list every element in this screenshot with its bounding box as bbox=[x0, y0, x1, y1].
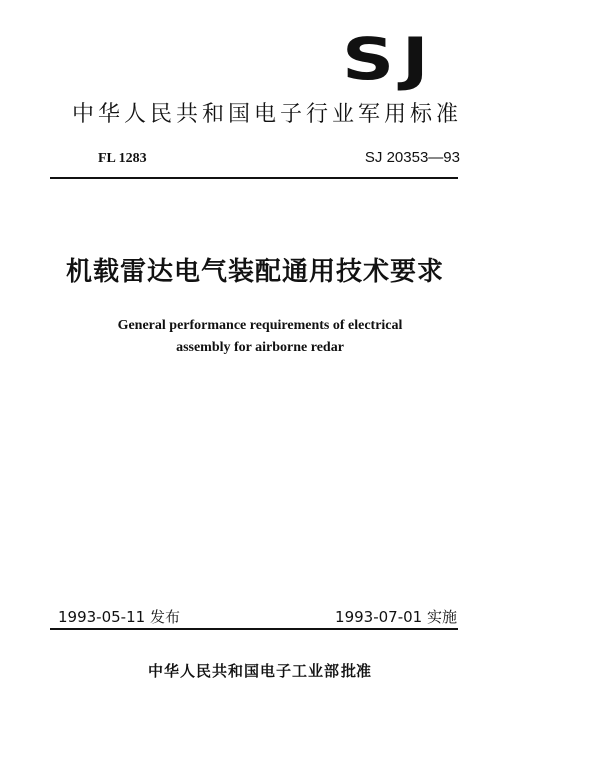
document-title-english bbox=[110, 315, 410, 359]
document-title-chinese: 机载雷达电气装配通用技术要求 bbox=[66, 257, 445, 287]
english-title-line-1: General performance requirements of electrical bbox=[117, 318, 403, 333]
approving-authority: 中华人民共和国电子工业部 bbox=[148, 662, 341, 680]
sj-logo: SJ bbox=[342, 25, 437, 93]
industry-standard-heading: 中华人民共和国电子行业军用标准 bbox=[72, 102, 463, 127]
bottom-divider bbox=[50, 628, 458, 630]
english-title-line-2: assembly for airborne redar bbox=[176, 340, 344, 355]
implementation-date: 1993-07-01 实施 bbox=[335, 608, 457, 626]
top-divider bbox=[50, 177, 458, 179]
standard-number: SJ 20353—93 bbox=[364, 149, 460, 166]
approval-label: 批准 bbox=[341, 662, 372, 680]
classification-code: FL 1283 bbox=[98, 151, 147, 166]
issue-date: 1993-05-11 发布 bbox=[58, 608, 180, 626]
